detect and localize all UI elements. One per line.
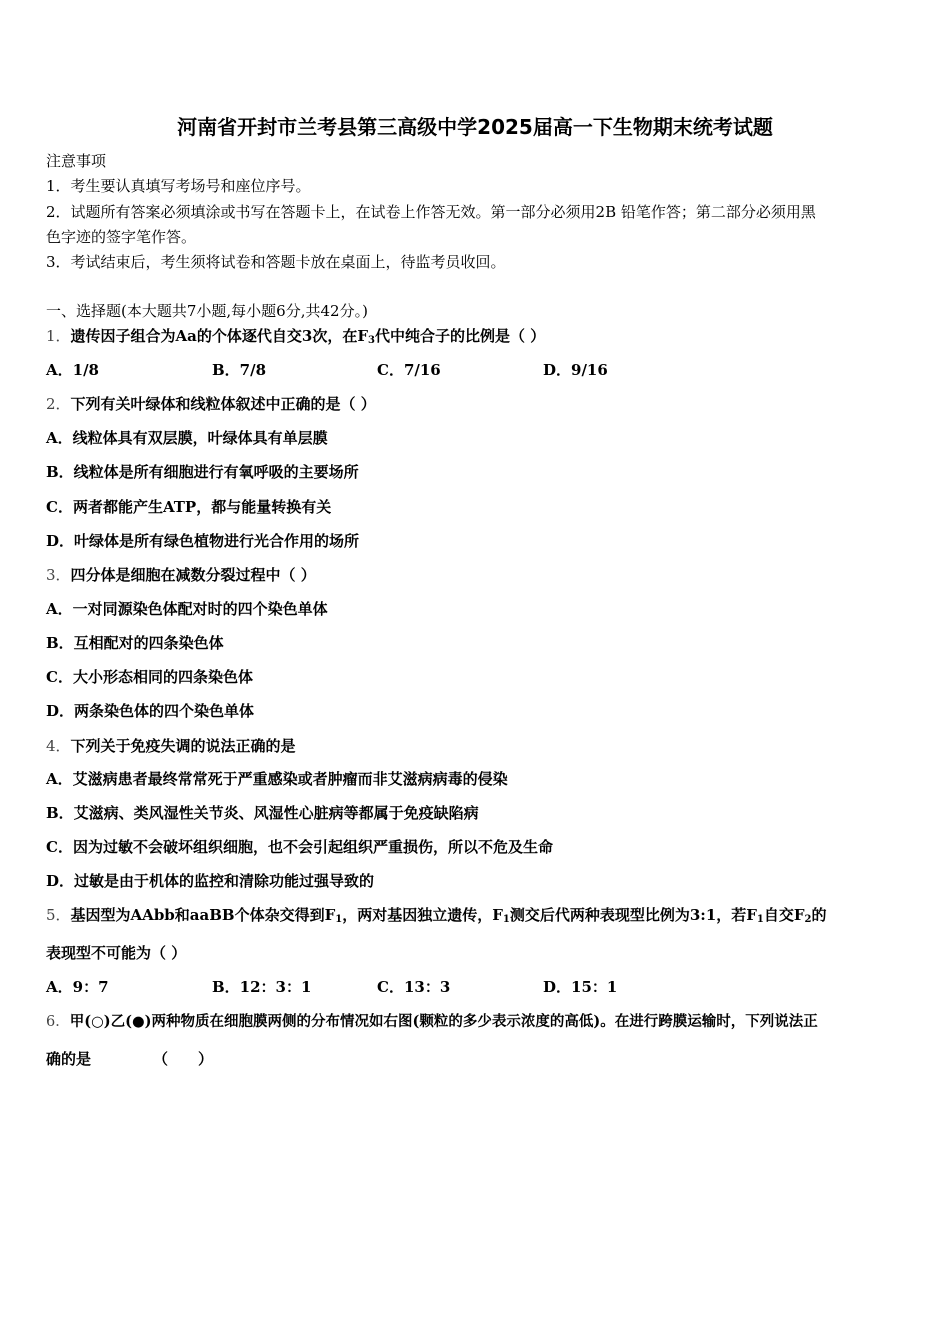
notice-item: 色字迹的签字笔作答。 bbox=[46, 228, 197, 246]
q3-option-a: A．一对同源染色体配对时的四个染色单体 bbox=[46, 600, 328, 618]
q5-option-a: A．9：7 bbox=[46, 978, 109, 996]
q4-option-d: D．过敏是由于机体的监控和清除功能过强导致的 bbox=[46, 872, 375, 890]
question-2: 2．下列有关叶绿体和线粒体叙述中正确的是（ ） bbox=[46, 395, 376, 413]
section-heading: 一、选择题(本大题共7小题,每小题6分,共42分。) bbox=[46, 302, 368, 320]
q4-option-c: C．因为过敏不会破坏组织细胞，也不会引起组织严重损伤，所以不危及生命 bbox=[46, 838, 553, 856]
question-5-line2: 表现型不可能为（ ） bbox=[46, 944, 187, 962]
question-number: 5． bbox=[46, 906, 71, 924]
question-4: 4．下列关于免疫失调的说法正确的是 bbox=[46, 737, 296, 755]
question-3: 3．四分体是细胞在减数分裂过程中（ ） bbox=[46, 566, 316, 584]
q2-option-a: A．线粒体具有双层膜，叶绿体具有单层膜 bbox=[46, 429, 328, 447]
q5-option-d: D．15：1 bbox=[543, 978, 618, 996]
q3-option-c: C．大小形态相同的四条染色体 bbox=[46, 668, 253, 686]
q2-option-d: D．叶绿体是所有绿色植物进行光合作用的场所 bbox=[46, 532, 360, 550]
q1-option-c: C．7/16 bbox=[377, 361, 441, 379]
question-1: 1．遗传因子组合为Aa的个体逐代自交3次，在$F_3$代中纯合子的比例是（ ） bbox=[46, 327, 546, 346]
q3-option-b: B．互相配对的四条染色体 bbox=[46, 634, 224, 652]
question-6: 6．甲(○)乙(●)两种物质在细胞膜两侧的分布情况如右图(颗粒的多少表示浓度的高低)。在进行跨膜运输时，下列说法正 bbox=[46, 1013, 818, 1030]
q5-option-c: C．13：3 bbox=[377, 978, 451, 996]
q3-option-d: D．两条染色体的四个染色单体 bbox=[46, 702, 255, 720]
q1-option-a: A．1/8 bbox=[46, 361, 99, 379]
q4-option-b: B．艾滋病、类风湿性关节炎、风湿性心脏病等都属于免疫缺陷病 bbox=[46, 804, 479, 822]
question-number: 6． bbox=[46, 1014, 70, 1030]
question-number: 3． bbox=[46, 566, 71, 584]
answer-paren: （ ） bbox=[153, 1050, 214, 1068]
q4-option-a: A．艾滋病患者最终常常死于严重感染或者肿瘤而非艾滋病病毒的侵染 bbox=[46, 770, 508, 788]
question-5: 5．基因型为AAbb和aaBB个体杂交得到$F_1$，两对基因独立遗传，$F_1$测交后代两种表现型比例为3:1，若$F_1$自交$F_2$的 bbox=[46, 906, 827, 925]
notice-item: 2．试题所有答案必须填涂或书写在答题卡上，在试卷上作答无效。第一部分必须用2B 铅笔作答；第二部分必须用黑 bbox=[46, 203, 816, 221]
question-number: 2． bbox=[46, 395, 71, 413]
page-title: 河南省开封市兰考县第三高级中学2025届高一下生物期末统考试题 bbox=[177, 115, 773, 139]
q1-option-d: D．9/16 bbox=[543, 361, 608, 379]
question-number: 4． bbox=[46, 737, 71, 755]
notice-heading: 注意事项 bbox=[46, 152, 107, 170]
q2-option-b: B．线粒体是所有细胞进行有氧呼吸的主要场所 bbox=[46, 463, 359, 481]
q2-option-c: C．两者都能产生ATP，都与能量转换有关 bbox=[46, 498, 332, 516]
question-6-line2: 确的是 （ ） bbox=[46, 1050, 214, 1068]
question-number: 1． bbox=[46, 327, 71, 345]
q5-option-b: B．12：3：1 bbox=[212, 978, 312, 996]
q1-option-b: B．7/8 bbox=[212, 361, 267, 379]
notice-item: 1．考生要认真填写考场号和座位序号。 bbox=[46, 177, 311, 195]
notice-item: 3．考试结束后，考生须将试卷和答题卡放在桌面上，待监考员收回。 bbox=[46, 253, 506, 271]
